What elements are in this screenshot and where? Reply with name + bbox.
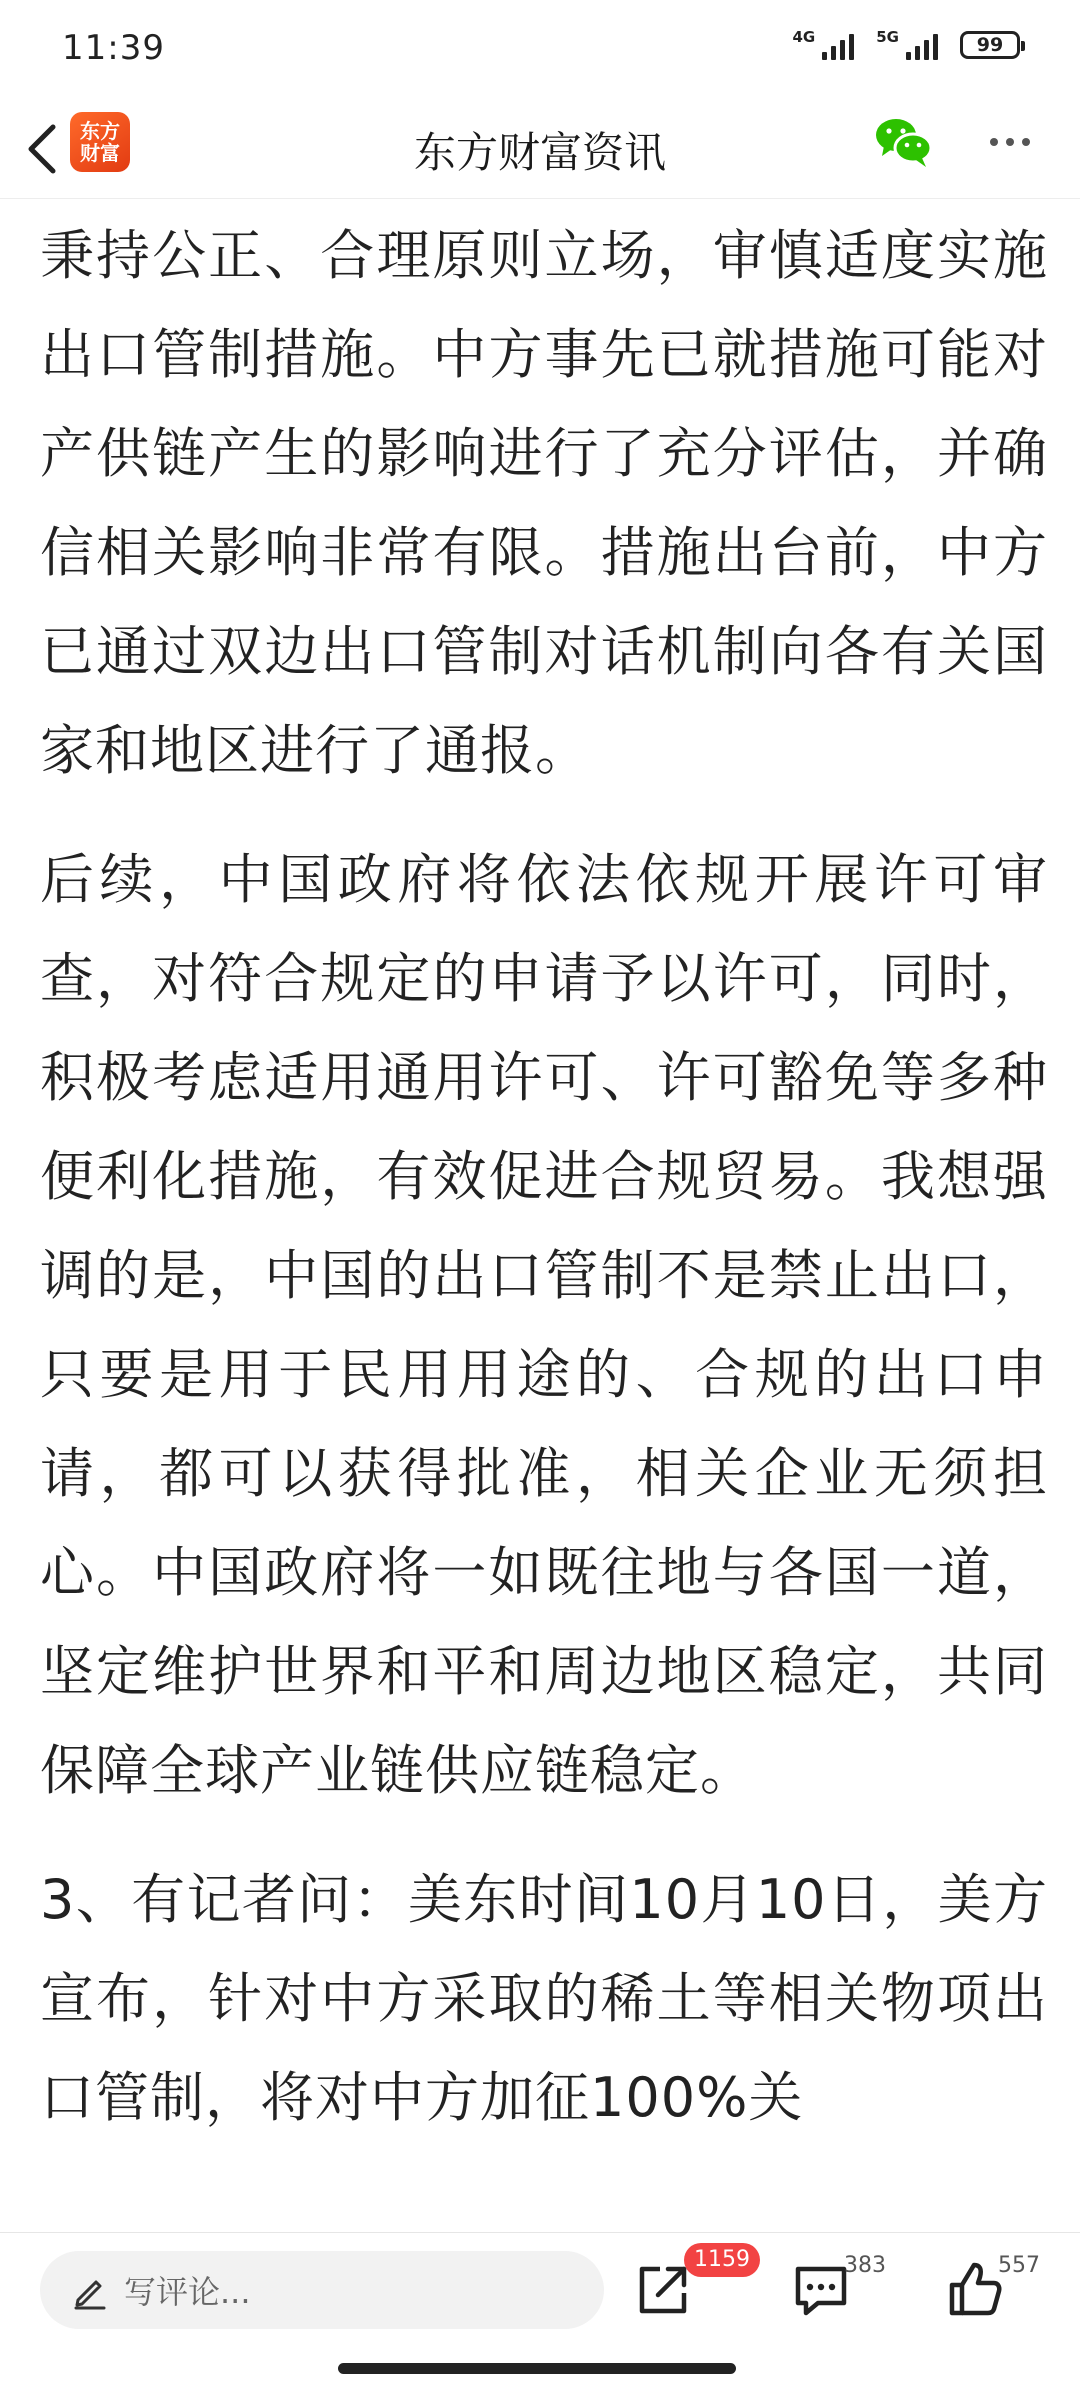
- signal-5g-icon: [876, 30, 938, 60]
- battery-icon: [960, 31, 1020, 59]
- more-dots-icon: [990, 138, 998, 146]
- article-body: [40, 206, 1048, 2177]
- battery-level: 99: [976, 34, 1004, 56]
- article-paragraph: 后续，中国政府将依法依规开展许可审查，对符合规定的申请予以许可，同时，积极考虑适用通用许可、许可豁免等多种便利化措施，有效促进合规贸易。我想强调的是，中国的出口管制不是禁止出口，只要是用于民用用途的、合规的出口申请，都可以获得批准，相关企业无须担心。中国政府将一如既往地与各国一道，坚定维护世界和平和周边地区稳定，共同保障全球产业链供应链稳定。: [40, 848, 1048, 1802]
- logo-line-1: 东方: [80, 119, 120, 143]
- logo-line-2: 财富: [80, 141, 120, 165]
- comment-input[interactable]: [40, 2251, 604, 2329]
- more-dot: [1022, 138, 1030, 146]
- wechat-icon: [874, 114, 934, 170]
- nav-bar: [0, 100, 1080, 199]
- like-count: 557: [998, 2253, 1040, 2278]
- comment-placeholder: 写评论...: [124, 2273, 251, 2311]
- wechat-share-button[interactable]: [874, 114, 934, 170]
- pen-icon: [70, 2270, 110, 2310]
- status-icons: [793, 30, 1021, 60]
- article-paragraph: 秉持公正、合理原则立场，审慎适度实施出口管制措施。中方事先已就措施可能对产供链产生的影响进行了充分评估，并确信相关影响非常有限。措施出台前，中方已通过双边出口管制对话机制向各有关国家和地区进行了通报。: [40, 224, 1048, 782]
- signal-5g-label: 5G: [876, 28, 899, 46]
- more-dot: [1006, 138, 1014, 146]
- status-bar: [0, 0, 1080, 100]
- status-time: 11:39: [62, 28, 165, 68]
- article-paragraph: 3、有记者问：美东时间10月10日，美方宣布，针对中方采取的稀土等相关物项出口管制，将对中方加征100%关: [40, 1868, 1048, 2129]
- comment-count: 383: [844, 2253, 886, 2278]
- more-button[interactable]: [980, 114, 1040, 170]
- page-title: 东方财富资讯: [413, 128, 666, 177]
- share-count-badge: 1159: [684, 2243, 760, 2277]
- bottom-action-bar: [0, 2232, 1080, 2400]
- signal-4g-icon: [793, 30, 855, 60]
- signal-4g-label: 4G: [792, 28, 816, 46]
- home-indicator[interactable]: [338, 2363, 736, 2374]
